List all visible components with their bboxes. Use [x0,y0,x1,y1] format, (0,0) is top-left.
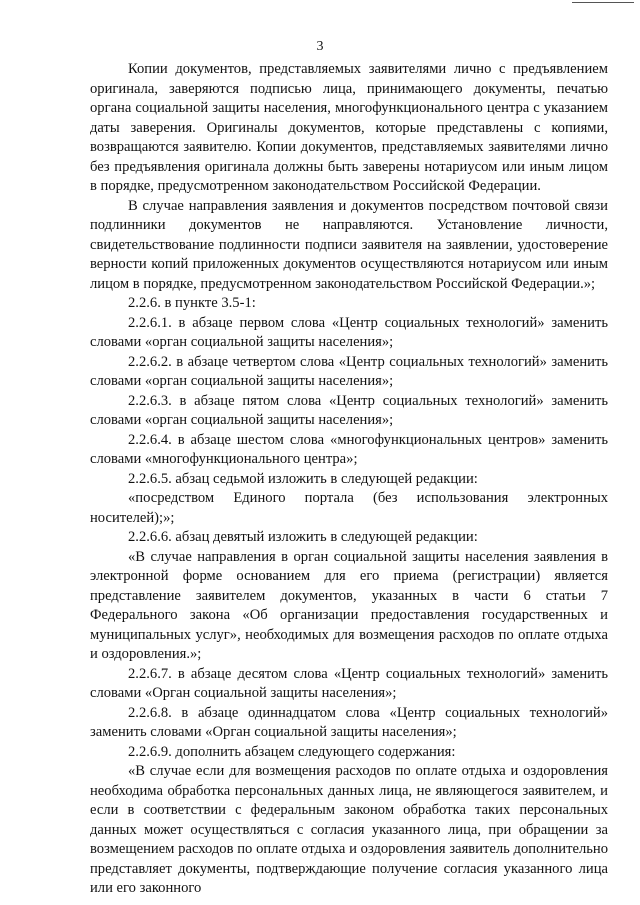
paragraph-2-2-6-3: 2.2.6.3. в абзаце пятом слова «Центр социальных технологий» заменить словами «орган социальной защиты населения»; [90,392,608,428]
paragraph-2-2-6-8: 2.2.6.8. в абзаце одиннадцатом слова «Центр социальных технологий» заменить словами «Орган социальной защиты населения»; [90,704,608,740]
paragraph-2-2-6-9: 2.2.6.9. дополнить абзацем следующего содержания: [128,743,456,760]
paragraph-postal-submission: В случае направления заявления и документов посредством почтовой связи подлинники документов не направляются. Установление личности, свидетельствование подлинности подписи заявителя на заявлении, удостоверение верности копий приложенных документов осуществляются нотариусом или иным лицом в порядке, предусмотренном законодательством Российской Федерации.»; [90,197,608,292]
paragraph-2-2-6-2: 2.2.6.2. в абзаце четвертом слова «Центр социальных технологий» заменить словами «орган социальной защиты населения»; [90,353,608,389]
paragraph-2-2-6-7: 2.2.6.7. в абзаце десятом слова «Центр социальных технологий» заменить словами «Орган социальной защиты населения»; [90,665,608,701]
paragraph-2-2-6: 2.2.6. в пункте 3.5-1: [128,295,256,311]
page-number: 3 [316,39,324,54]
paragraph-2-2-6-6: 2.2.6.6. абзац девятый изложить в следующей редакции: [128,529,478,545]
paragraph-2-2-6-4: 2.2.6.4. в абзаце шестом слова «многофункциональных центров» заменить словами «многофункционального центра»; [90,431,608,467]
document-body [90,60,608,899]
paragraph-2-2-6-1: 2.2.6.1. в абзаце первом слова «Центр социальных технологий» заменить словами «орган социальной защиты населения»; [90,314,608,350]
scan-corner-mark [572,0,634,3]
paragraph-copies-certification: Копии документов, представляемых заявителями лично с предъявлением оригинала, заверяются подписью лица, принимающего документы, печатью органа социальной защиты населения, многофункционального центра с указанием даты заверения. Оригиналы документов, которые представлены с копиями, возвращаются заявителю. Копии документов, представляемых заявителями лично без предъявления оригинала должны быть заверены нотариусом или иным лицом в порядке, предусмотренном законодательством Российской Федерации. [90,61,608,194]
paragraph-2-2-6-5: 2.2.6.5. абзац седьмой изложить в следующей редакции: [128,470,478,487]
paragraph-unified-portal: «посредством Единого портала (без использования электронных носителей);»; [90,490,608,526]
paragraph-electronic-form: «В случае направления в орган социальной защиты населения заявления в электронной форме основанием для его приема (регистрации) является представление заявителем документов, указанных в части 6 статьи 7 Федерального закона «Об организации предоставления государственных и муниципальных услуг», необходимых для возмещения расходов по оплате отдыха и оздоровления.»; [90,548,608,662]
paragraph-personal-data-consent: «В случае если для возмещения расходов по оплате отдыха и оздоровления необходима обработка персональных данных лица, не являющегося заявителем, и если в соответствии с федеральным законом обработка таких персональных данных может осуществляться с согласия указанного лица, при обращении за возмещением расходов по оплате отдыха и оздоровления заявитель дополнительно представляет документы, подтверждающие получение согласия указанного лица или его законного [90,763,608,896]
